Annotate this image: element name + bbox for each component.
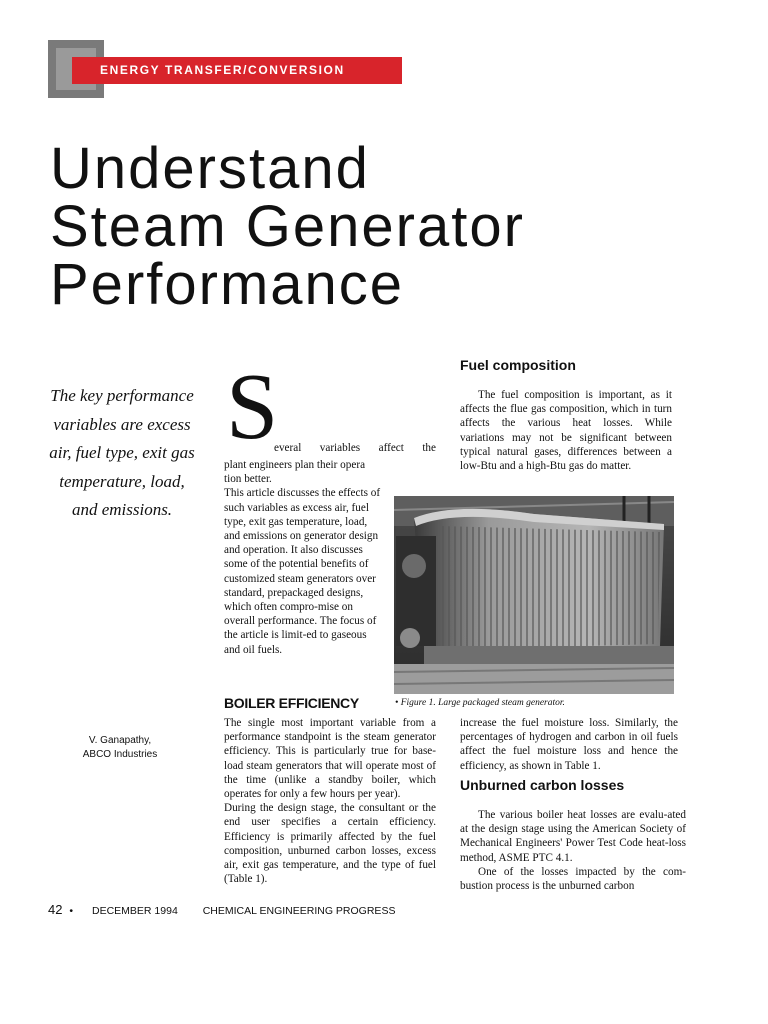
heading-fuel-composition: Fuel composition	[460, 357, 576, 373]
steam-generator-photo	[394, 496, 674, 694]
boiler-efficiency-text	[224, 716, 436, 886]
section-label: ENERGY TRANSFER/CONVERSION	[100, 63, 345, 77]
fuel-moisture-text: increase the fuel moisture loss. Similarly, the percentages of hydrogen and carbon in oil fuels affect the fuel moisture loss and hence the efficiency, as shown in Table 1.	[460, 717, 678, 772]
unburned-paragraph-2: One of the losses impacted by the com-bustion process is the unburned carbon	[460, 865, 686, 893]
drop-cap: S	[226, 355, 279, 459]
intro-paragraph-1: plant engineers plan their opera tion better.	[224, 459, 366, 486]
page-number: 42	[48, 902, 63, 917]
heading-unburned-carbon: Unburned carbon losses	[460, 777, 625, 793]
footer-bullet: •	[69, 905, 74, 917]
boiler-paragraph-1: The single most important variable from a performance standpoint is the steam generator efficiency. This is particularly true for base-load steam generators that will operate most of the time (unlike a standby boiler, which operates for only a few hours per year).	[224, 717, 436, 801]
figure-caption: • Figure 1. Large packaged steam generator.	[395, 698, 565, 708]
unburned-paragraph-1: The various boiler heat losses are evalu-ated at the design stage using the American Society of Mechanical Engineers' Power Test Code heat-loss method, ASME PTC 4.1.	[460, 809, 686, 864]
intro-text	[224, 458, 384, 657]
title-line-2: Steam Generator	[50, 194, 525, 259]
fuel-composition-text	[460, 388, 672, 473]
byline	[60, 734, 180, 762]
footer-journal: CHEMICAL ENGINEERING PROGRESS	[202, 905, 396, 917]
intro-paragraph-2: This article discusses the effects of such variables as excess air, fuel type, exit gas temperature, load, and emissions on generator design and operation. It also discusses some of the potential benefits of customized steam generators over standard, prepackaged designs, which often compro-mise on overall performance. The focus of the article is limit-ed to gaseous and oil fuels.	[224, 487, 381, 656]
footer-date: DECEMBER 1994	[92, 905, 178, 917]
pull-quote: The key performance variables are excess air, fuel type, exit gas temperature, load, and emissions.	[49, 386, 195, 519]
page-footer	[48, 902, 395, 917]
boiler-paragraph-2: During the design stage, the consultant or the end user specifies a certain efficiency. Efficiency is primarily affected by the fuel composition, unburned carbon losses, excess air, exit gas temperature, and the type of fuel (Table 1).	[224, 802, 436, 886]
article-title	[50, 136, 690, 317]
author-affiliation: ABCO Industries	[82, 749, 158, 760]
title-line-1: Understand	[50, 136, 370, 201]
unburned-carbon-text	[460, 808, 686, 893]
heading-boiler-efficiency: BOILER EFFICIENCY	[224, 695, 359, 711]
intro-first-line: everal variables affect the	[274, 442, 436, 454]
fuel-paragraph-1: The fuel composition is important, as it affects the flue gas composition, which in turn affects the various heat losses. While variations may not be significant between typical natural gases, differences between a low-Btu and a high-Btu gas do matter.	[460, 389, 672, 473]
author-name: V. Ganapathy,	[88, 735, 152, 746]
title-line-3: Performance	[50, 252, 405, 317]
